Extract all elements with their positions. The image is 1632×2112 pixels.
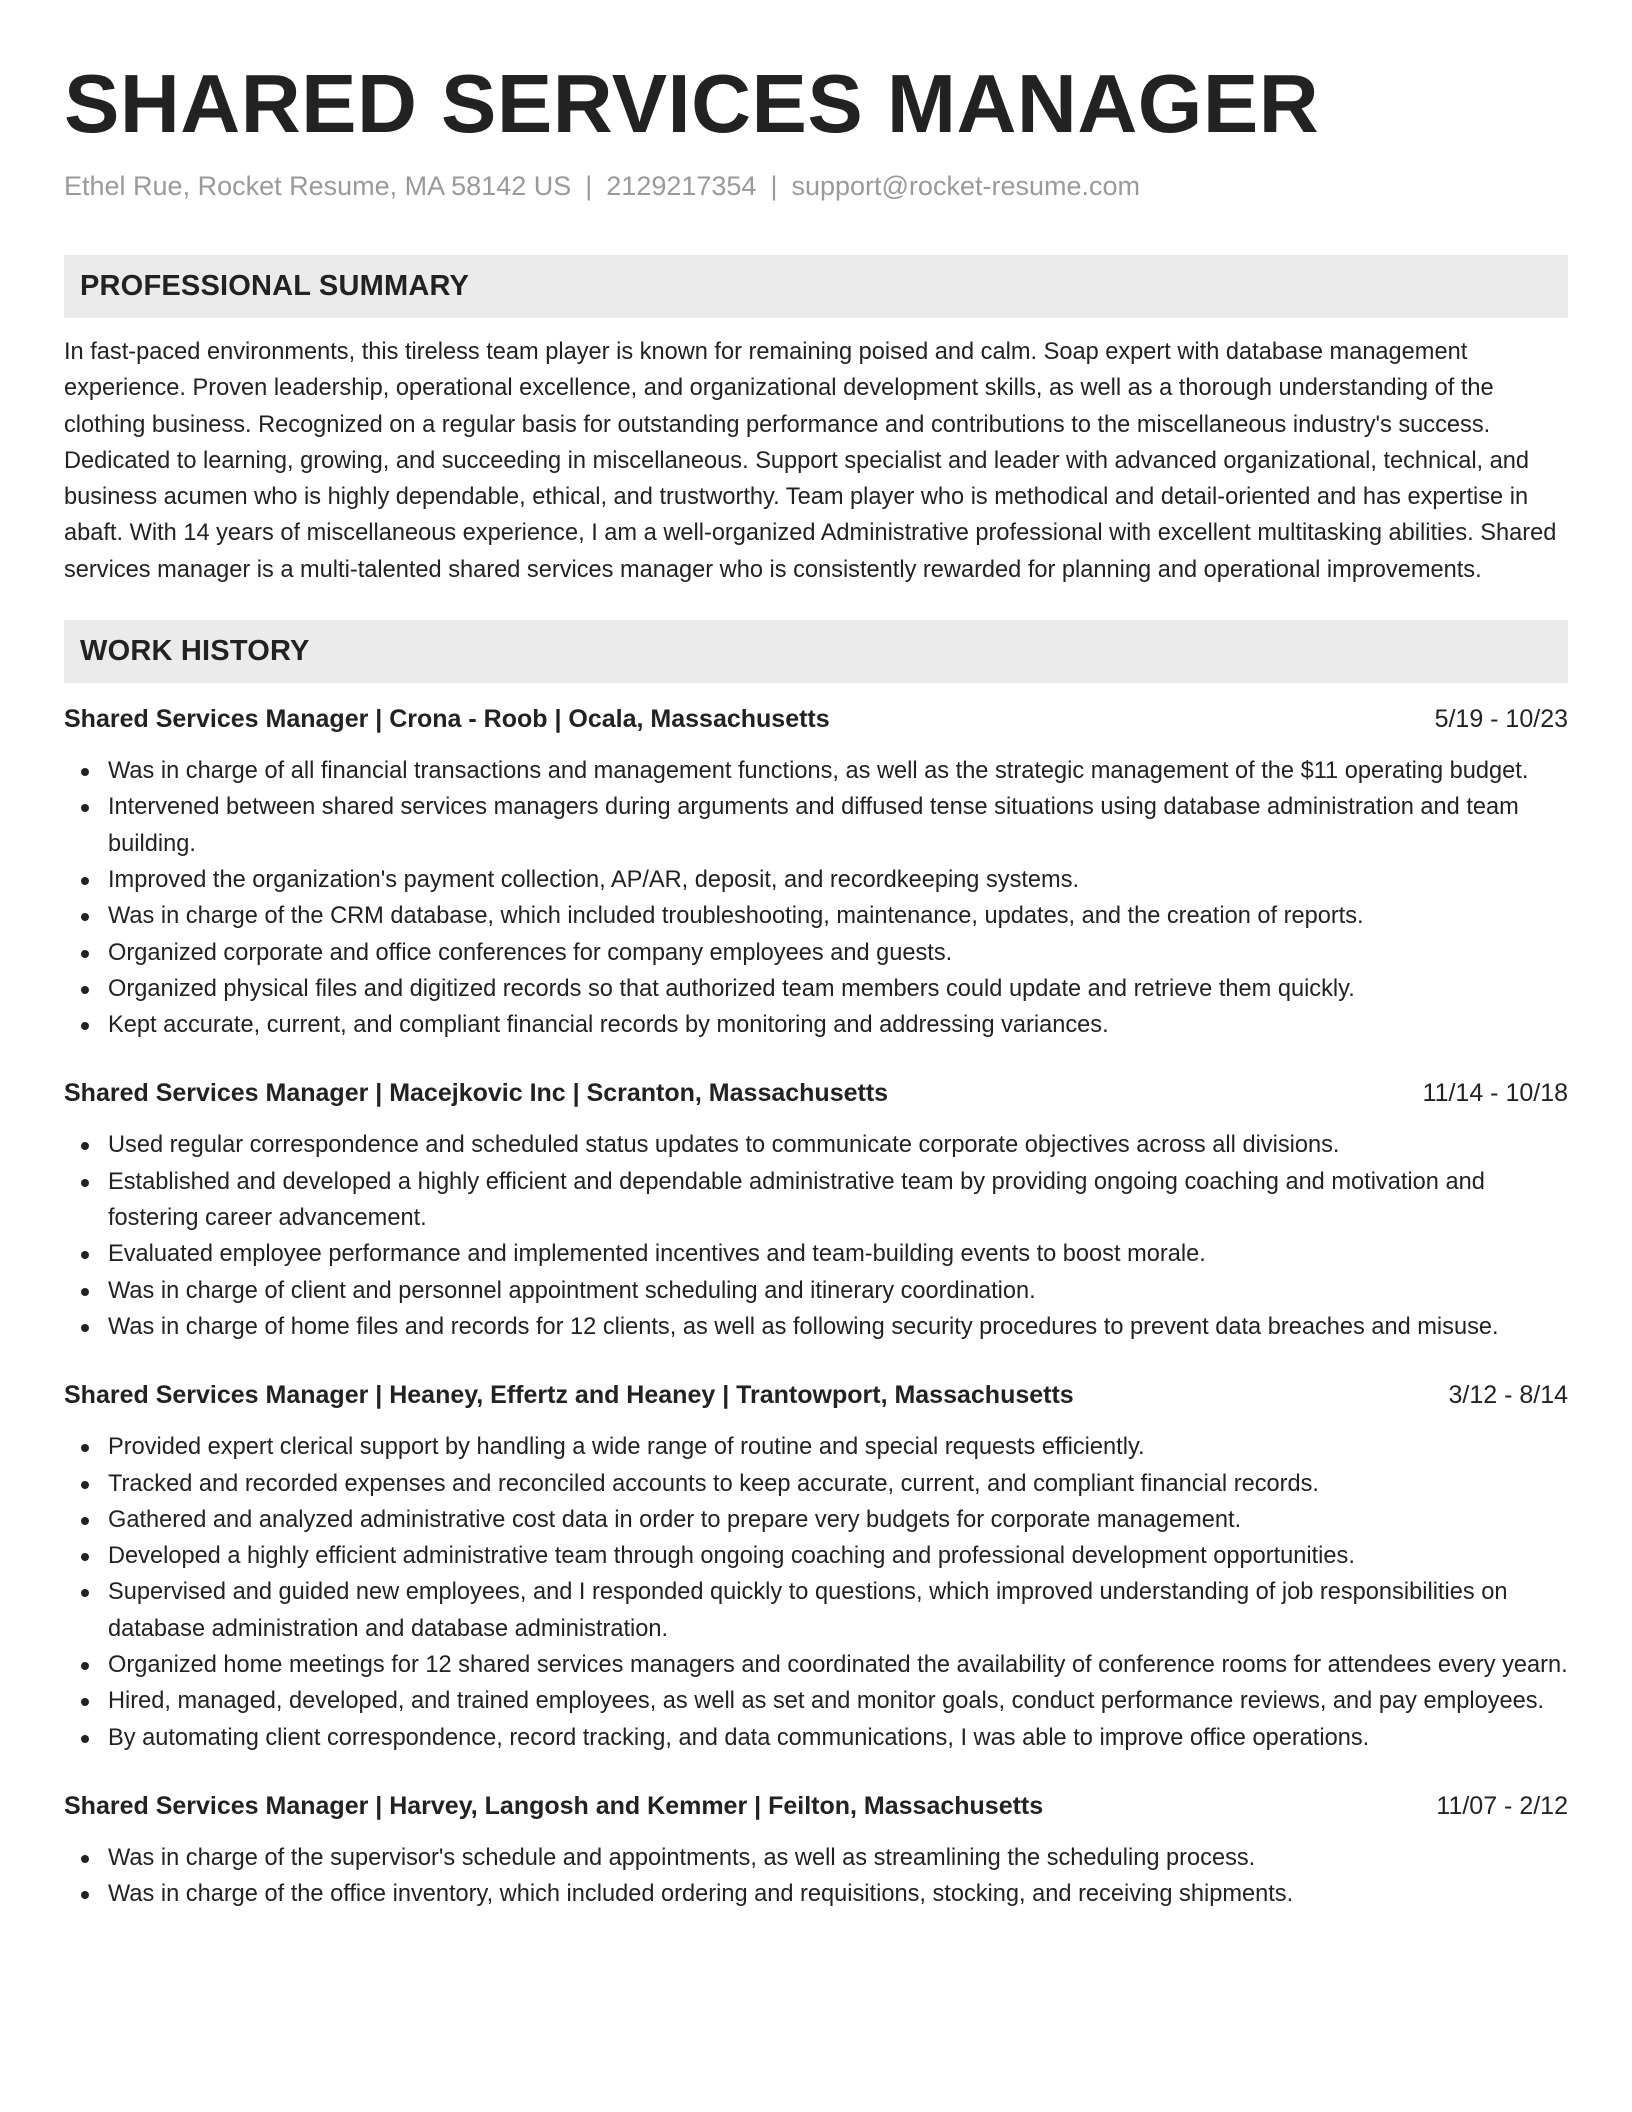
bullet-dot-icon (81, 1662, 89, 1670)
job-title: Shared Services Manager | Crona - Roob | Ocala, Massachusetts (64, 705, 830, 734)
bullet-dot-icon (81, 877, 89, 885)
job-bullet (64, 1502, 1568, 1538)
bullet-dot-icon (81, 913, 89, 921)
job-bullet (64, 1309, 1568, 1345)
job-dates: 3/12 - 8/14 (1448, 1381, 1568, 1410)
job-title: Shared Services Manager | Heaney, Effertz and Heaney | Trantowport, Massachusetts (64, 1381, 1074, 1410)
bullet-dot-icon (81, 1179, 89, 1187)
job-title: Shared Services Manager | Macejkovic Inc | Scranton, Massachusetts (64, 1079, 889, 1108)
job-bullet-text: Used regular correspondence and scheduled status updates to communicate corporate objectives across all divisions. (108, 1132, 1340, 1159)
bullet-dot-icon (81, 1517, 89, 1525)
bullet-dot-icon (81, 1444, 89, 1452)
job-entry (64, 1077, 1568, 1345)
bullet-dot-icon (81, 1855, 89, 1863)
job-bullet (64, 935, 1568, 971)
job-bullet-text: Was in charge of the supervisor's schedule and appointments, as well as streamlining the scheduling process. (108, 1844, 1256, 1871)
contact-address: Ethel Rue, Rocket Resume, MA 58142 US (64, 171, 572, 201)
job-bullet-list (64, 753, 1568, 1043)
job-bullet-text: Was in charge of client and personnel appointment scheduling and itinerary coordination. (108, 1277, 1036, 1304)
bullet-dot-icon (81, 1891, 89, 1899)
job-bullet (64, 1273, 1568, 1309)
bullet-dot-icon (81, 768, 89, 776)
job-header (64, 1790, 1568, 1822)
job-bullet-text: Was in charge of all financial transactions and management functions, as well as the strategic management of the $11 operating budget. (108, 758, 1529, 785)
job-bullet-text: Evaluated employee performance and implemented incentives and team-building events to boost morale. (108, 1241, 1206, 1268)
contact-separator: | (770, 171, 778, 201)
job-bullet-text: Improved the organization's payment collection, AP/AR, deposit, and recordkeeping systems. (108, 866, 1080, 893)
job-bullet (64, 1720, 1568, 1756)
job-bullet-text: By automating client correspondence, record tracking, and data communications, I was able to improve office operations. (108, 1724, 1370, 1751)
job-bullet (64, 862, 1568, 898)
job-bullet (64, 1876, 1568, 1912)
bullet-dot-icon (81, 1553, 89, 1561)
job-bullet (64, 1429, 1568, 1465)
job-bullet-list (64, 1127, 1568, 1345)
bullet-dot-icon (81, 1735, 89, 1743)
bullet-dot-icon (81, 950, 89, 958)
work-history-list (64, 703, 1568, 1912)
bullet-dot-icon (81, 1251, 89, 1259)
job-bullet-text: Hired, managed, developed, and trained employees, as well as set and monitor goals, conduct performance reviews, and pay employees. (108, 1688, 1545, 1715)
job-bullet-text: Intervened between shared services managers during arguments and diffused tense situations using database administration and team building. (108, 794, 1519, 857)
job-bullet-text: Was in charge of the CRM database, which included troubleshooting, maintenance, updates, and the creation of reports. (108, 903, 1364, 930)
job-bullet (64, 971, 1568, 1007)
bullet-dot-icon (81, 804, 89, 812)
bullet-dot-icon (81, 1324, 89, 1332)
bullet-dot-icon (81, 1288, 89, 1296)
resume-title: SHARED SERVICES MANAGER (64, 57, 1320, 150)
job-dates: 11/07 - 2/12 (1436, 1791, 1568, 1820)
bullet-dot-icon (81, 1589, 89, 1597)
job-bullet-text: Provided expert clerical support by handling a wide range of routine and special requests efficiently. (108, 1434, 1145, 1461)
job-bullet (64, 898, 1568, 934)
job-header (64, 1379, 1568, 1411)
job-dates: 5/19 - 10/23 (1434, 705, 1568, 734)
job-bullet (64, 1236, 1568, 1272)
professional-summary-text: In fast-paced environments, this tireless team player is known for remaining poised and calm. Soap expert with database management experience. Proven leadership, operational excellence, and organizational development skills, as well as a thorough understanding of the clothing business. Recognized on a regular basis for outstanding performance and contributions to the miscellaneous industry's success. Dedicated to learning, growing, and succeeding in miscellaneous. Support specialist and leader with advanced organizational, technical, and business acumen who is highly dependable, ethical, and trustworthy. Team player who is methodical and detail-oriented and has expertise in abaft. With 14 years of miscellaneous experience, I am a well-organized Administrative professional with excellent multitasking abilities. Shared services manager is a multi-talented shared services manager who is consistently rewarded for planning and operational improvements. (64, 339, 1557, 583)
job-title: Shared Services Manager | Harvey, Langosh and Kemmer | Feilton, Massachusetts (64, 1791, 1044, 1820)
contact-line (64, 168, 1568, 204)
job-dates: 11/14 - 10/18 (1422, 1079, 1568, 1108)
job-bullet-text: Organized physical files and digitized records so that authorized team members could update and retrieve them quickly. (108, 975, 1355, 1002)
job-bullet-text: Organized home meetings for 12 shared services managers and coordinated the availability of conference rooms for attendees every yearn. (108, 1652, 1568, 1679)
job-entry (64, 703, 1568, 1043)
job-bullet-text: Supervised and guided new employees, and I responded quickly to questions, which improved understanding of job responsibilities on database administration and database administration. (108, 1579, 1508, 1642)
professional-summary-heading: PROFESSIONAL SUMMARY (64, 255, 1568, 318)
job-bullet (64, 753, 1568, 789)
job-bullet-list (64, 1840, 1568, 1913)
contact-email: support@rocket-resume.com (791, 171, 1140, 201)
bullet-dot-icon (81, 1142, 89, 1150)
job-bullet (64, 1164, 1568, 1237)
job-bullet (64, 1466, 1568, 1502)
job-bullet-list (64, 1429, 1568, 1756)
job-bullet (64, 1574, 1568, 1647)
job-bullet-text: Tracked and recorded expenses and reconciled accounts to keep accurate, current, and compliant financial records. (108, 1470, 1319, 1497)
contact-phone: 2129217354 (606, 171, 757, 201)
job-entry (64, 1379, 1568, 1756)
job-bullet (64, 1683, 1568, 1719)
job-bullet-text: Organized corporate and office conferences for company employees and guests. (108, 939, 953, 966)
job-header (64, 703, 1568, 735)
bullet-dot-icon (81, 1481, 89, 1489)
job-bullet (64, 1647, 1568, 1683)
job-entry (64, 1790, 1568, 1913)
job-bullet-text: Was in charge of home files and records for 12 clients, as well as following security procedures to prevent data breaches and misuse. (108, 1313, 1499, 1340)
bullet-dot-icon (81, 986, 89, 994)
job-bullet (64, 1127, 1568, 1163)
job-bullet (64, 1840, 1568, 1876)
job-bullet-text: Established and developed a highly efficient and dependable administrative team by providing ongoing coaching and motivation and fostering career advancement. (108, 1168, 1485, 1232)
job-bullet-text: Gathered and analyzed administrative cost data in order to prepare very budgets for corporate management. (108, 1506, 1242, 1533)
bullet-dot-icon (81, 1022, 89, 1030)
job-bullet (64, 1007, 1568, 1043)
job-bullet (64, 1538, 1568, 1574)
work-history-heading: WORK HISTORY (64, 620, 1568, 683)
job-bullet-text: Kept accurate, current, and compliant financial records by monitoring and addressing variances. (108, 1012, 1109, 1039)
job-header (64, 1077, 1568, 1109)
job-bullet-text: Was in charge of the office inventory, which included ordering and requisitions, stocking, and receiving shipments. (108, 1881, 1294, 1908)
bullet-dot-icon (81, 1698, 89, 1706)
job-bullet (64, 789, 1568, 862)
contact-separator: | (585, 171, 593, 201)
job-bullet-text: Developed a highly efficient administrative team through ongoing coaching and professional development opportunities. (108, 1543, 1355, 1570)
